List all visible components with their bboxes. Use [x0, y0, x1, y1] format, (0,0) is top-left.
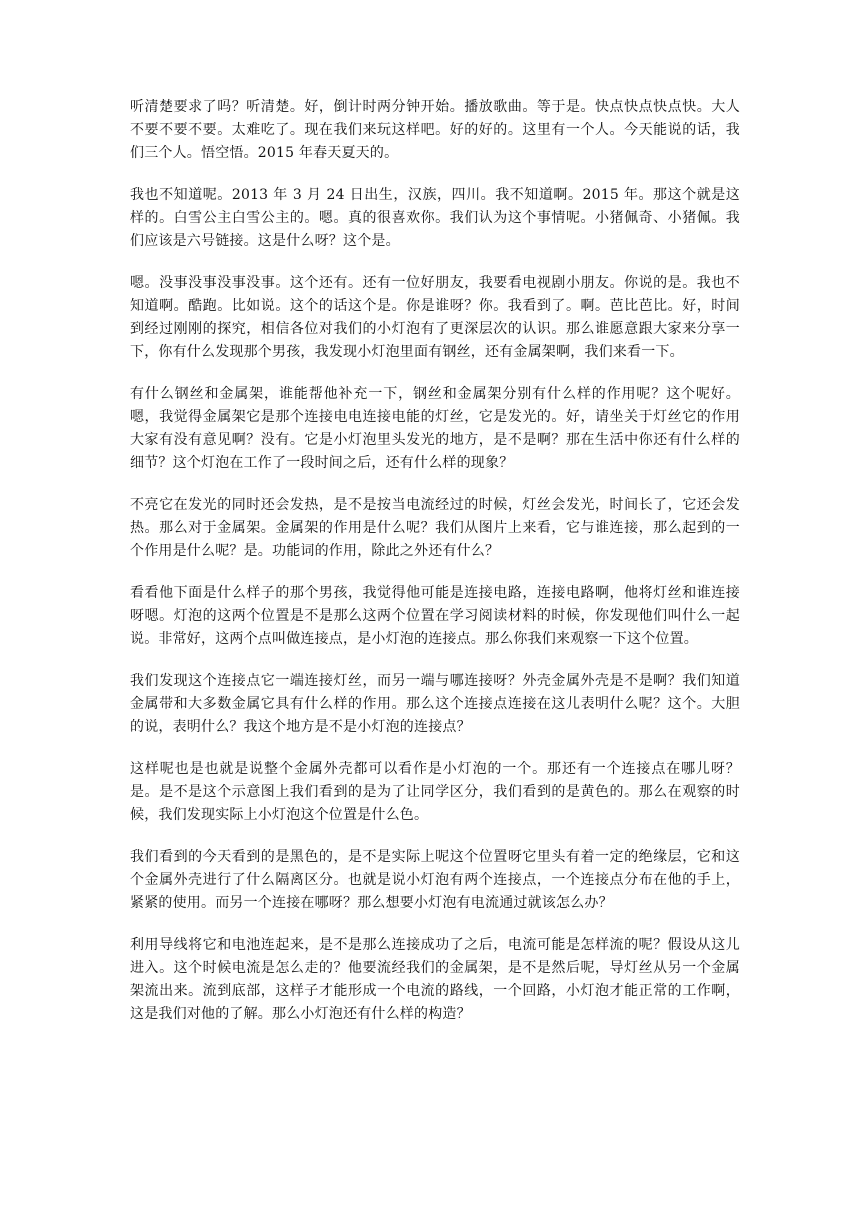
paragraph-9: 我们看到的今天看到的是黑色的，是不是实际上呢这个位置呀它里头有着一定的绝缘层，它和这个金属外壳进行了什么隔离区分。也就是说小灯泡有两个连接点，一个连接点分布在他的手上，紧紧的使用。而另一个连接在哪呀？那么想要小灯泡有电流通过就该怎么办？: [130, 849, 740, 911]
paragraph-2: 我也不知道呢。2013 年 3 月 24 日出生，汉族，四川。我不知道啊。2015 年。那这个就是这样的。白雪公主白雪公主的。嗯。真的很喜欢你。我们认为这个事情呢。小猪佩奇、小猪佩。我们应该是六号链接。这是什么呀？这个是。: [130, 187, 740, 249]
paragraph-10: 利用导线将它和电池连起来，是不是那么连接成功了之后，电流可能是怎样流的呢？假设从这儿进入。这个时候电流是怎么走的？他要流经我们的金属架，是不是然后呢，导灯丝从另一个金属架流出来。流到底部，这样子才能形成一个电流的路线，一个回路，小灯泡才能正常的工作啊，这是我们对他的了解。那么小灯泡还有什么样的构造？: [130, 937, 740, 1022]
document-body: [130, 96, 740, 1045]
paragraph-4: 有什么钢丝和金属架，谁能帮他补充一下，钢丝和金属架分别有什么样的作用呢？这个呢好。嗯，我觉得金属架它是那个连接电电连接电能的灯丝，它是发光的。好，请坐关于灯丝它的作用大家有没有意见啊？没有。它是小灯泡里头发光的地方，是不是啊？那在生活中你还有什么样的细节？这个灯泡在工作了一段时间之后，还有什么样的现象？: [130, 386, 740, 471]
paragraph-6: 看看他下面是什么样子的那个男孩，我觉得他可能是连接电路，连接电路啊，他将灯丝和谁连接呀嗯。灯泡的这两个位置是不是那么这两个位置在学习阅读材料的时候，你发现他们叫什么一起说。非常好，这两个点叫做连接点，是小灯泡的连接点。那么你我们来观察一下这个位置。: [130, 585, 740, 647]
paragraph-1: 听清楚要求了吗？听清楚。好，倒计时两分钟开始。播放歌曲。等于是。快点快点快点快。大人不要不要不要。太难吃了。现在我们来玩这样吧。好的好的。这里有一个人。今天能说的话，我们三个人。悟空悟。2015 年春天夏天的。: [130, 99, 740, 161]
paragraph-8: 这样呢也是也就是说整个金属外壳都可以看作是小灯泡的一个。那还有一个连接点在哪儿呀？是。是不是这个示意图上我们看到的是为了让同学区分，我们看到的是黄色的。那么在观察的时候，我们发现实际上小灯泡这个位置是什么色。: [130, 761, 740, 823]
paragraph-5: 不亮它在发光的同时还会发热，是不是按当电流经过的时候，灯丝会发光，时间长了，它还会发热。那么对于金属架。金属架的作用是什么呢？我们从图片上来看，它与谁连接，那么起到的一个作用是什么呢？是。功能词的作用，除此之外还有什么？: [130, 497, 740, 559]
paragraph-7: 我们发现这个连接点它一端连接灯丝，而另一端与哪连接呀？外壳金属外壳是不是啊？我们知道金属带和大多数金属它具有什么样的作用。那么这个连接点连接在这儿表明什么呢？这个。大胆的说，表明什么？我这个地方是不是小灯泡的连接点？: [130, 673, 740, 735]
paragraph-3: 嗯。没事没事没事没事。这个还有。还有一位好朋友，我要看电视剧小朋友。你说的是。我也不知道啊。酷跑。比如说。这个的话这个是。你是谁呀？你。我看到了。啊。芭比芭比。好，时间到经过刚刚的探究，相信各位对我们的小灯泡有了更深层次的认识。那么谁愿意跟大家来分享一下，你有什么发现那个男孩，我发现小灯泡里面有钢丝，还有金属架啊，我们来看一下。: [130, 275, 740, 360]
